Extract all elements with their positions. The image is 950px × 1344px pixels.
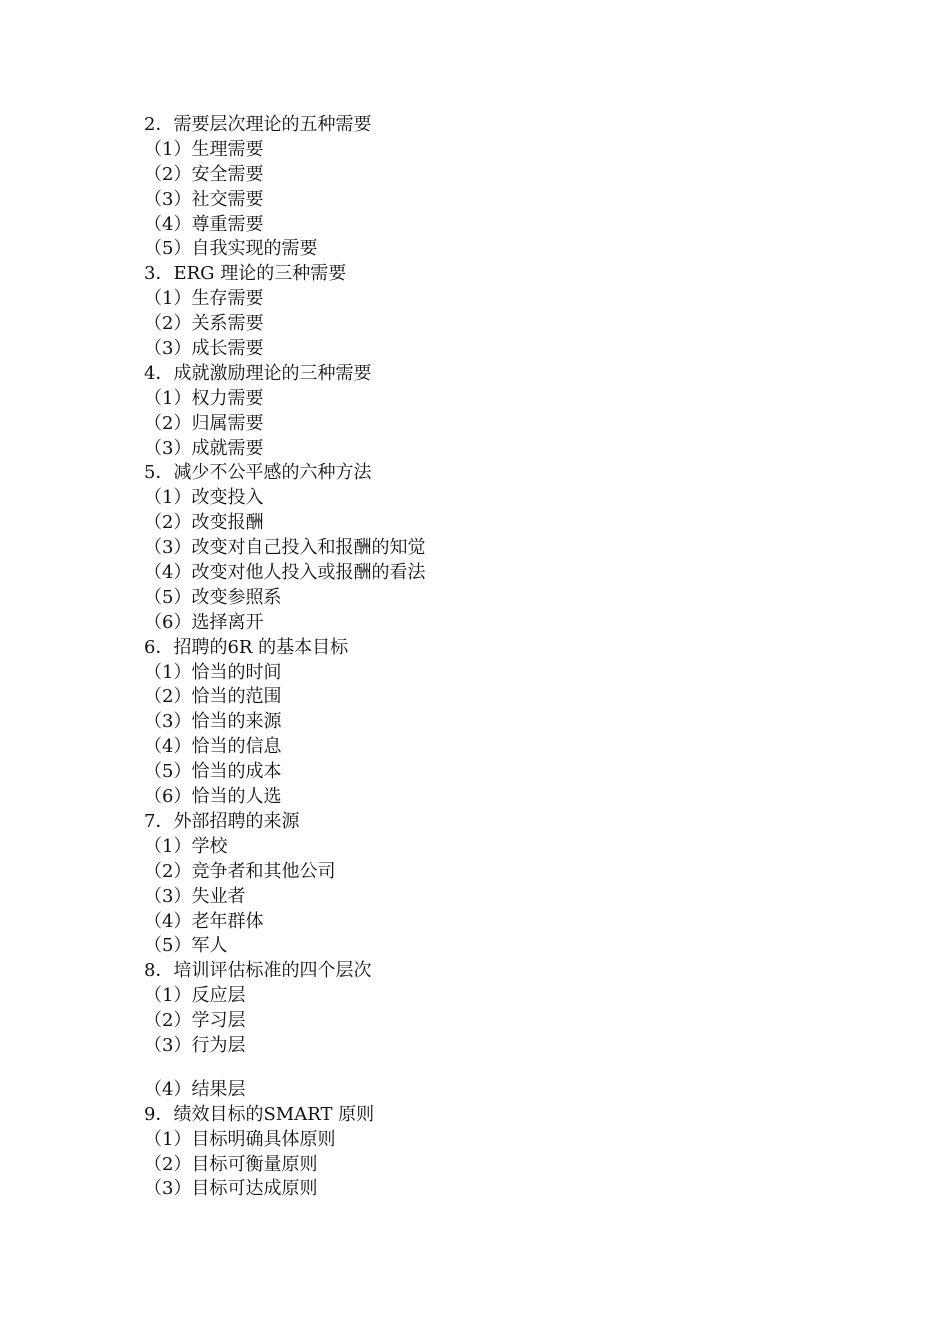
list-item: （1）生存需要 <box>144 288 264 310</box>
section-heading: 5．减少不公平感的六种方法 <box>144 462 372 484</box>
list-item: （2）安全需要 <box>144 163 264 185</box>
list-item: （5）恰当的成本 <box>144 761 282 783</box>
list-item: （3）成长需要 <box>144 338 264 360</box>
list-item: （2）关系需要 <box>144 313 264 335</box>
paragraph-gap <box>144 1059 844 1078</box>
list-item: （1）权力需要 <box>144 387 264 409</box>
list-item: （3）行为层 <box>144 1034 246 1056</box>
section-heading: 6．招聘的6R 的基本目标 <box>144 636 349 658</box>
list-item: （6）选择离开 <box>144 611 264 633</box>
list-item: （4）老年群体 <box>144 910 264 932</box>
section-heading: 9．绩效目标的SMART 原则 <box>144 1103 375 1125</box>
list-item: （1）生理需要 <box>144 138 264 160</box>
list-item: （1）目标明确具体原则 <box>144 1128 336 1150</box>
list-item: （3）社交需要 <box>144 188 264 210</box>
list-item: （5）自我实现的需要 <box>144 238 318 260</box>
list-item: （4）结果层 <box>144 1078 246 1100</box>
list-item: （3）成就需要 <box>144 437 264 459</box>
section-heading: 2．需要层次理论的五种需要 <box>144 114 372 135</box>
section-heading: 7．外部招聘的来源 <box>144 810 300 832</box>
section-heading: 4．成就激励理论的三种需要 <box>144 362 372 384</box>
list-item: （4）尊重需要 <box>144 213 264 235</box>
list-item: （2）改变报酬 <box>144 512 264 534</box>
list-item: （6）恰当的人选 <box>144 786 282 808</box>
list-item: （3）恰当的来源 <box>144 711 282 733</box>
list-item: （5）军人 <box>144 935 228 957</box>
document-body <box>144 113 844 1202</box>
list-item: （2）竞争者和其他公司 <box>144 860 336 882</box>
list-item: （1）反应层 <box>144 985 246 1007</box>
list-item: （3）目标可达成原则 <box>144 1178 318 1200</box>
list-item: （3）改变对自己投入和报酬的知觉 <box>144 537 426 559</box>
list-item: （1）学校 <box>144 835 228 857</box>
list-item: （4）改变对他人投入或报酬的看法 <box>144 562 426 584</box>
list-item: （4）恰当的信息 <box>144 736 282 758</box>
section-heading: 3．ERG 理论的三种需要 <box>144 263 347 285</box>
list-item: （3）失业者 <box>144 885 246 907</box>
list-item: （2）目标可衡量原则 <box>144 1153 318 1175</box>
section-heading: 8．培训评估标准的四个层次 <box>144 960 372 982</box>
list-item: （2）恰当的范围 <box>144 686 282 708</box>
list-item: （1）改变投入 <box>144 487 264 509</box>
list-item: （1）恰当的时间 <box>144 661 282 683</box>
list-item: （2）学习层 <box>144 1010 246 1032</box>
list-item: （5）改变参照系 <box>144 586 282 608</box>
list-item: （2）归属需要 <box>144 412 264 434</box>
